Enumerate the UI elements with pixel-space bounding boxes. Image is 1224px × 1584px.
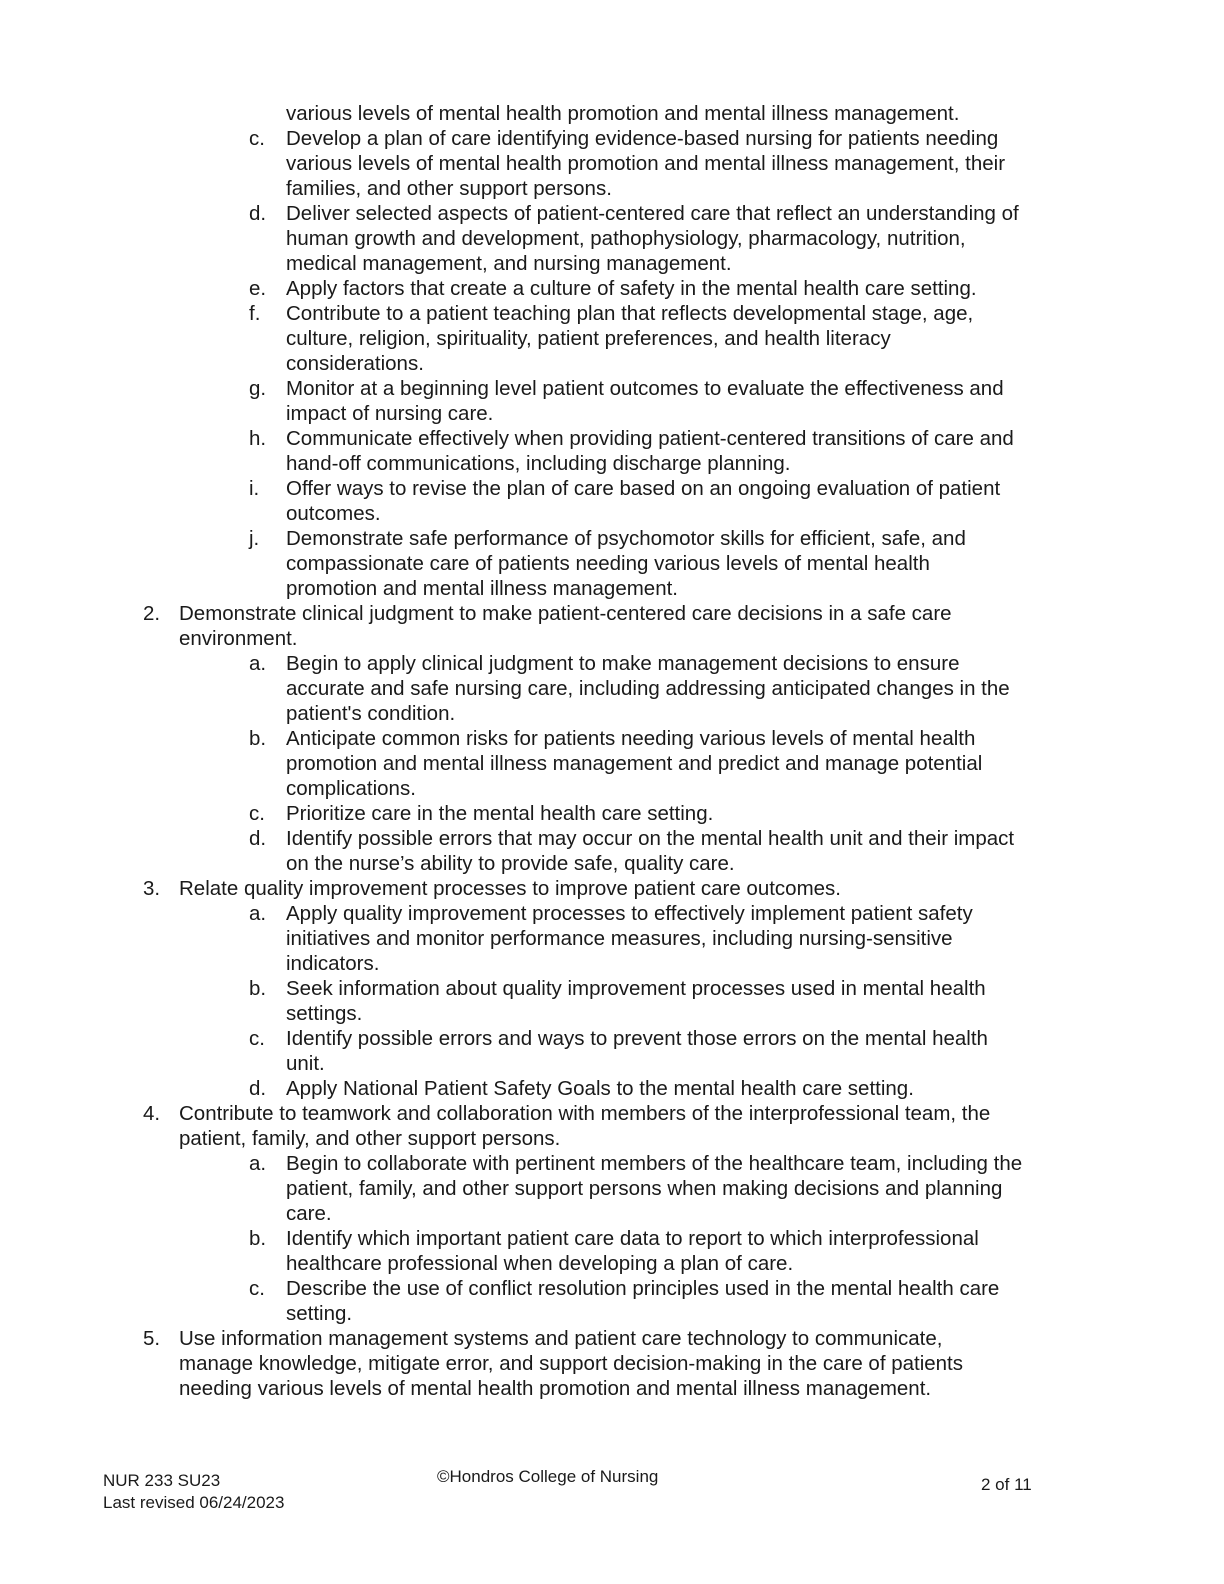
list-item-text: Relate quality improvement processes to improve patient care outcomes. xyxy=(179,877,842,900)
list-marker: 2. xyxy=(143,602,161,625)
list-marker: c. xyxy=(249,127,265,150)
continuation-line: various levels of mental health promotion and mental illness management, their xyxy=(286,152,1006,175)
list-marker: 5. xyxy=(143,1327,161,1350)
continuation-line: settings. xyxy=(286,1002,363,1025)
continuation-line: considerations. xyxy=(286,352,424,375)
sub-objective-item xyxy=(0,1226,1224,1251)
continuation-line: initiatives and monitor performance measures, including nursing-sensitive xyxy=(286,927,953,950)
footer-revised-date: Last revised 06/24/2023 xyxy=(103,1493,285,1512)
list-item-text: Identify possible errors and ways to prevent those errors on the mental health xyxy=(286,1027,988,1050)
sub-objective-item xyxy=(0,651,1224,676)
continuation-line: indicators. xyxy=(286,952,380,975)
list-marker: f. xyxy=(249,302,261,325)
list-item-text: Contribute to a patient teaching plan that reflects developmental stage, age, xyxy=(286,302,974,325)
list-item-text: Identify which important patient care data to report to which interprofessional xyxy=(286,1227,979,1250)
objective-item xyxy=(0,876,1224,901)
list-item-text: Apply National Patient Safety Goals to the mental health care setting. xyxy=(286,1077,914,1100)
list-marker: a. xyxy=(249,652,267,675)
footer-copyright: ©Hondros College of Nursing xyxy=(437,1467,659,1486)
continuation-line: human growth and development, pathophysiology, pharmacology, nutrition, xyxy=(286,227,966,250)
sub-objective-item xyxy=(0,826,1224,851)
list-item-text: Seek information about quality improvement processes used in mental health xyxy=(286,977,986,1000)
list-marker: d. xyxy=(249,827,267,850)
objective-item xyxy=(0,1326,1224,1351)
sub-objective-item xyxy=(0,276,1224,301)
sub-objective-item xyxy=(0,801,1224,826)
footer-left xyxy=(103,1470,284,1514)
continuation-line: needing various levels of mental health promotion and mental illness management. xyxy=(179,1377,932,1400)
list-item-text: Identify possible errors that may occur on the mental health unit and their impact xyxy=(286,827,1015,850)
sub-objective-item xyxy=(0,1076,1224,1101)
sub-objective-item xyxy=(0,126,1224,151)
continuation-line: on the nurse’s ability to provide safe, quality care. xyxy=(286,852,735,875)
list-marker: c. xyxy=(249,1277,265,1300)
continuation-line: healthcare professional when developing a plan of care. xyxy=(286,1252,794,1275)
continuation-line: care. xyxy=(286,1202,332,1225)
sub-objective-item xyxy=(0,1276,1224,1301)
list-item-text: Contribute to teamwork and collaboration with members of the interprofessional team, the xyxy=(179,1102,991,1125)
document-body xyxy=(0,101,1224,1401)
continuation-line: patient, family, and other support persons when making decisions and planning xyxy=(286,1177,1003,1200)
list-marker: 3. xyxy=(143,877,161,900)
continuation-line: patient, family, and other support persons. xyxy=(179,1127,561,1150)
list-marker: d. xyxy=(249,202,267,225)
list-marker: j. xyxy=(249,527,260,550)
list-item-text: Begin to collaborate with pertinent members of the healthcare team, including the xyxy=(286,1152,1023,1175)
list-item-text: Communicate effectively when providing patient-centered transitions of care and xyxy=(286,427,1014,450)
list-item-text: Develop a plan of care identifying evidence-based nursing for patients needing xyxy=(286,127,999,150)
sub-objective-item xyxy=(0,201,1224,226)
list-marker: b. xyxy=(249,977,267,1000)
list-marker: a. xyxy=(249,902,267,925)
list-item-text: Describe the use of conflict resolution principles used in the mental health care xyxy=(286,1277,1000,1300)
list-marker: h. xyxy=(249,427,267,450)
continuation-line: complications. xyxy=(286,777,416,800)
footer-course-code: NUR 233 SU23 xyxy=(103,1471,221,1490)
list-marker: a. xyxy=(249,1152,267,1175)
continuation-line: environment. xyxy=(179,627,298,650)
list-marker: i. xyxy=(249,477,260,500)
list-item-text: Anticipate common risks for patients needing various levels of mental health xyxy=(286,727,976,750)
list-marker: b. xyxy=(249,1227,267,1250)
sub-objective-item xyxy=(0,476,1224,501)
continuation-line: culture, religion, spirituality, patient preferences, and health literacy xyxy=(286,327,891,350)
objective-item xyxy=(0,601,1224,626)
list-marker: b. xyxy=(249,727,267,750)
sub-objective-item xyxy=(0,976,1224,1001)
list-marker: e. xyxy=(249,277,267,300)
sub-objective-item xyxy=(0,376,1224,401)
footer-page-number: 2 of 11 xyxy=(981,1475,1032,1494)
list-marker: c. xyxy=(249,802,265,825)
list-item-text: Demonstrate safe performance of psychomotor skills for efficient, safe, and xyxy=(286,527,966,550)
continuation-line: various levels of mental health promotion and mental illness management. xyxy=(286,102,960,125)
continuation-line: promotion and mental illness management and predict and manage potential xyxy=(286,752,983,775)
continuation-line: families, and other support persons. xyxy=(286,177,612,200)
list-item-text: Deliver selected aspects of patient-centered care that reflect an understanding of xyxy=(286,202,1019,225)
sub-objective-item xyxy=(0,301,1224,326)
continuation-line: setting. xyxy=(286,1302,353,1325)
sub-objective-item xyxy=(0,901,1224,926)
list-item-text: Demonstrate clinical judgment to make patient-centered care decisions in a safe care xyxy=(179,602,952,625)
continuation-line: manage knowledge, mitigate error, and support decision-making in the care of patients xyxy=(179,1352,964,1375)
continuation-line: hand-off communications, including discharge planning. xyxy=(286,452,791,475)
list-marker: d. xyxy=(249,1077,267,1100)
sub-objective-item xyxy=(0,1151,1224,1176)
list-item-text: Begin to apply clinical judgment to make management decisions to ensure xyxy=(286,652,960,675)
continuation-line: compassionate care of patients needing various levels of mental health xyxy=(286,552,930,575)
list-item-text: Offer ways to revise the plan of care based on an ongoing evaluation of patient xyxy=(286,477,1001,500)
continuation-line: promotion and mental illness management. xyxy=(286,577,678,600)
list-item-text: Prioritize care in the mental health care setting. xyxy=(286,802,714,825)
continuation-line: outcomes. xyxy=(286,502,381,525)
list-marker: 4. xyxy=(143,1102,161,1125)
continuation-line: impact of nursing care. xyxy=(286,402,494,425)
list-marker: c. xyxy=(249,1027,265,1050)
list-item-text: Monitor at a beginning level patient outcomes to evaluate the effectiveness and xyxy=(286,377,1004,400)
list-marker: g. xyxy=(249,377,267,400)
continuation-line: accurate and safe nursing care, including addressing anticipated changes in the xyxy=(286,677,1010,700)
continuation-line: patient's condition. xyxy=(286,702,456,725)
sub-objective-item xyxy=(0,426,1224,451)
list-item-text: Apply factors that create a culture of safety in the mental health care setting. xyxy=(286,277,977,300)
continuation-line: medical management, and nursing management. xyxy=(286,252,732,275)
list-item-text: Apply quality improvement processes to effectively implement patient safety xyxy=(286,902,973,925)
sub-objective-item xyxy=(0,1026,1224,1051)
sub-objective-item xyxy=(0,726,1224,751)
sub-objective-item xyxy=(0,526,1224,551)
list-item-text: Use information management systems and patient care technology to communicate, xyxy=(179,1327,943,1350)
continuation-line: unit. xyxy=(286,1052,325,1075)
objective-item xyxy=(0,1101,1224,1126)
